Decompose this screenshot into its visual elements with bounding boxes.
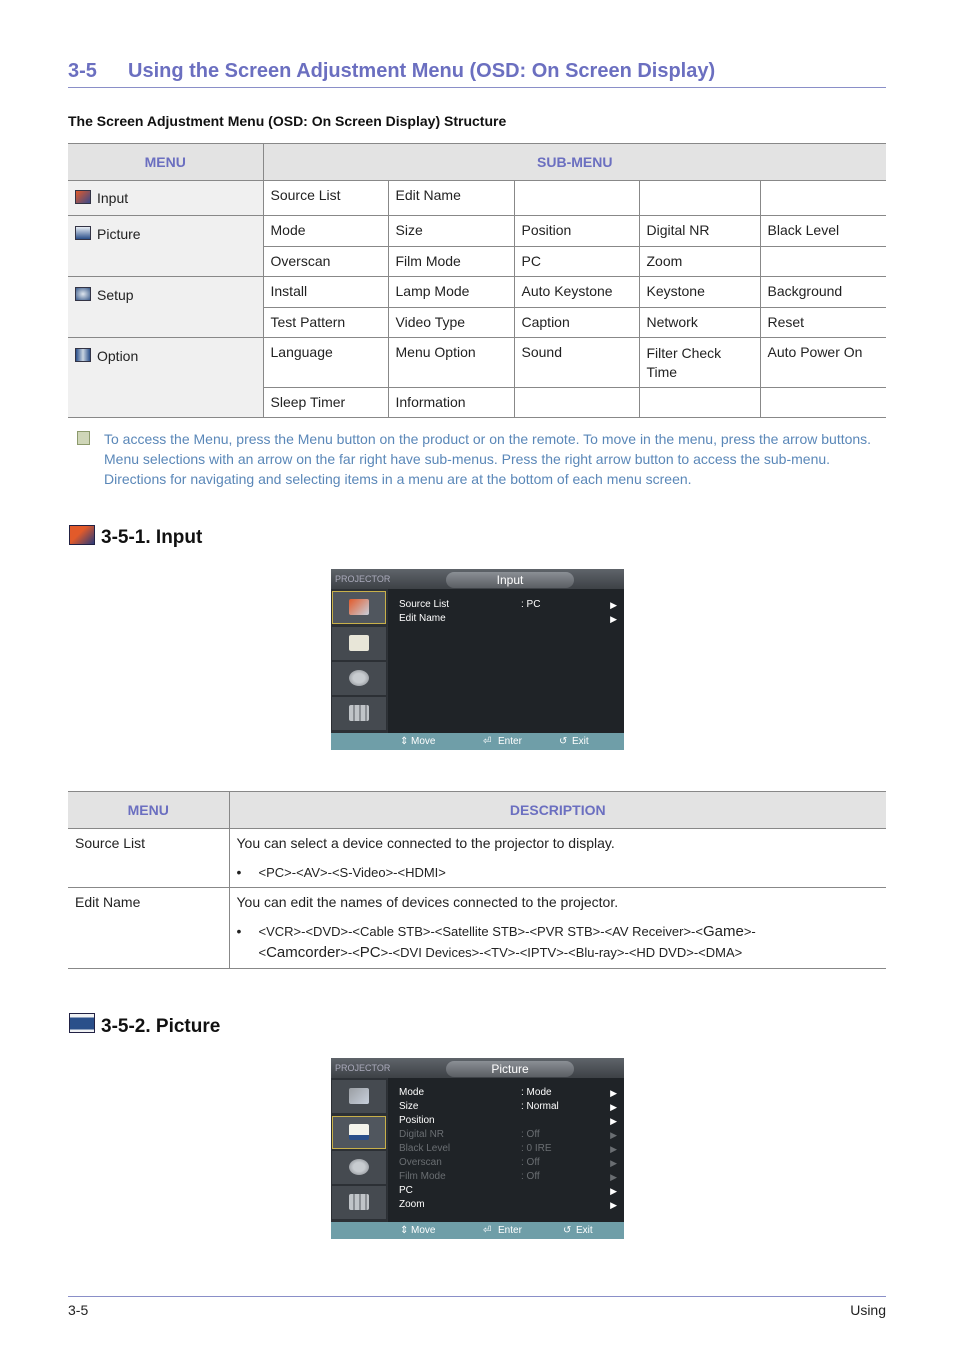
osd-row[interactable]: Position ▶	[399, 1115, 617, 1126]
arrow-right-icon: ▶	[610, 1200, 617, 1210]
osd-input-screenshot	[331, 569, 624, 750]
picture-icon	[349, 635, 369, 651]
footer-section-name: Using	[850, 1302, 886, 1318]
enter-icon: ⏎	[483, 736, 492, 747]
sub-cell: Install	[263, 277, 388, 308]
sub-cell: Zoom	[639, 247, 760, 277]
sub-cell: Source List	[263, 181, 388, 216]
setup-icon	[75, 287, 91, 301]
picture-icon	[349, 1124, 369, 1140]
osd-title: Picture	[446, 1061, 574, 1077]
osd-enter-label: Enter	[498, 736, 522, 747]
osd-menu-panel	[388, 1078, 624, 1222]
osd-row-disabled: Film Mode : Off ▶	[399, 1171, 617, 1182]
menu-cell-option: Option	[68, 338, 263, 418]
sub-cell: Video Type	[388, 308, 514, 338]
exit-icon: ↺	[563, 1225, 572, 1236]
osd-move-label: Move	[411, 1225, 436, 1236]
sub-cell	[639, 181, 760, 216]
osd-row[interactable]: Mode : Mode ▶	[399, 1087, 617, 1098]
sub-cell: Information	[388, 388, 514, 418]
arrow-right-icon: ▶	[610, 1130, 617, 1140]
sub-cell: Network	[639, 308, 760, 338]
input-description-table	[68, 791, 886, 969]
osd-footer	[331, 1222, 624, 1239]
osd-row[interactable]: PC ▶	[399, 1185, 617, 1196]
input-icon	[349, 599, 369, 615]
exit-icon: ↺	[559, 736, 568, 747]
gear-icon	[349, 1159, 369, 1175]
osd-exit-label: Exit	[572, 736, 589, 747]
osd-sidebar	[331, 1078, 387, 1222]
option-icon	[349, 1194, 369, 1210]
col-header-description: DESCRIPTION	[229, 792, 886, 829]
desc-text: You can select a device connected to the projector to display.	[236, 835, 615, 851]
sub-cell: Edit Name	[388, 181, 514, 216]
osd-exit-label: Exit	[576, 1225, 593, 1236]
col-header-menu: MENU	[68, 144, 263, 181]
sub-cell	[514, 388, 639, 418]
arrow-right-icon: ▶	[610, 1172, 617, 1182]
sub-cell	[639, 388, 760, 418]
move-icon: ⇕	[400, 1225, 409, 1236]
sub-cell: Filter Check Time	[639, 338, 760, 388]
sub-cell: Lamp Mode	[388, 277, 514, 308]
arrow-right-icon: ▶	[610, 1088, 617, 1098]
sub-cell: Test Pattern	[263, 308, 388, 338]
menu-cell-edit-name: Edit Name	[68, 888, 229, 969]
sub-cell: Sleep Timer	[263, 388, 388, 418]
sub-cell: Background	[760, 277, 886, 308]
sub-cell: Auto Power On	[760, 338, 886, 388]
col-header-submenu: SUB-MENU	[263, 144, 886, 181]
osd-tab-input[interactable]	[332, 1080, 386, 1113]
sub-cell	[760, 388, 886, 418]
osd-row[interactable]: Edit Name ▶	[399, 613, 617, 624]
input-icon	[349, 1088, 369, 1104]
sub-cell: Mode	[263, 216, 388, 247]
sub-cell: Caption	[514, 308, 639, 338]
sub-cell	[760, 181, 886, 216]
sub-cell: Keystone	[639, 277, 760, 308]
arrow-right-icon: ▶	[610, 1144, 617, 1154]
osd-tab-setup[interactable]	[332, 1151, 386, 1184]
osd-row-disabled: Black Level : 0 IRE ▶	[399, 1143, 617, 1154]
note-text: To access the Menu, press the Menu button on the product or on the remote. To move in the menu, press the arrow buttons. Menu selections with an arrow on the far right have sub-menus. Press the right arrow button to access the sub-menu. Directions for navigating and selecting items in a menu are at the bottom of each menu screen.	[104, 431, 872, 487]
sub-cell: Auto Keystone	[514, 277, 639, 308]
heading-number: 3-5	[68, 60, 97, 82]
osd-tab-option[interactable]	[332, 697, 386, 730]
osd-menu-panel	[388, 589, 624, 733]
move-icon: ⇕	[400, 736, 409, 747]
sub-cell: PC	[514, 247, 639, 277]
osd-row[interactable]: Size : Normal ▶	[399, 1101, 617, 1112]
sub-cell: Sound	[514, 338, 639, 388]
footer-divider	[68, 1296, 886, 1297]
input-section-icon	[69, 525, 95, 545]
osd-row-disabled: Digital NR : Off ▶	[399, 1129, 617, 1140]
osd-title: Input	[446, 572, 574, 588]
osd-row[interactable]: Zoom ▶	[399, 1199, 617, 1210]
sub-cell: Position	[514, 216, 639, 247]
arrow-right-icon: ▶	[610, 1158, 617, 1168]
osd-brand: PROJECTOR	[335, 574, 391, 584]
desc-cell	[229, 888, 886, 969]
section-title-picture: 3-5-2. Picture	[101, 1016, 221, 1037]
option-icon	[349, 705, 369, 721]
arrow-right-icon: ▶	[610, 1102, 617, 1112]
col-header-menu: MENU	[68, 792, 229, 829]
option-icon	[75, 348, 91, 362]
bullet-item: • <PC>-<AV>-<S-Video>-<HDMI>	[236, 864, 446, 880]
heading-title: Using the Screen Adjustment Menu (OSD: On Screen Display)	[128, 60, 716, 82]
osd-move-label: Move	[411, 736, 436, 747]
menu-cell-source-list: Source List	[68, 829, 229, 888]
arrow-right-icon: ▶	[610, 600, 617, 610]
osd-footer	[331, 733, 624, 750]
menu-cell-picture: Picture	[68, 216, 263, 277]
arrow-right-icon: ▶	[610, 1116, 617, 1126]
sub-cell: Digital NR	[639, 216, 760, 247]
gear-icon	[349, 670, 369, 686]
page-heading	[68, 60, 886, 88]
osd-row-disabled: Overscan : Off ▶	[399, 1157, 617, 1168]
note-icon	[77, 431, 90, 445]
picture-icon	[75, 226, 91, 240]
osd-tab-option[interactable]	[332, 1186, 386, 1219]
sub-cell: Menu Option	[388, 338, 514, 388]
bullet-item: • <VCR>-<DVD>-<Cable STB>-<Satellite STB>-<PVR STB>-<AV Receiver>-<Game>- <Camcorder>-<PC>-<DVI Devices>-<TV>-<IPTV>-<Blu-ray>-<HD DVD>-<DMA>	[236, 923, 756, 961]
osd-tab-setup[interactable]	[332, 662, 386, 695]
osd-tab-picture[interactable]	[332, 627, 386, 660]
sub-cell	[760, 247, 886, 277]
sub-cell: Film Mode	[388, 247, 514, 277]
osd-brand: PROJECTOR	[335, 1063, 391, 1073]
desc-cell	[229, 829, 886, 888]
osd-tab-input[interactable]	[332, 591, 386, 624]
structure-title: The Screen Adjustment Menu (OSD: On Screen Display) Structure	[68, 113, 507, 129]
sub-cell	[514, 181, 639, 216]
enter-icon: ⏎	[483, 1225, 492, 1236]
osd-row[interactable]: Source List : PC ▶	[399, 599, 617, 610]
menu-cell-setup: Setup	[68, 277, 263, 338]
arrow-right-icon: ▶	[610, 1186, 617, 1196]
sub-cell: Size	[388, 216, 514, 247]
structure-table	[68, 143, 886, 418]
footer-page-number: 3-5	[68, 1302, 89, 1318]
menu-cell-input: Input	[68, 181, 263, 216]
sub-cell: Black Level	[760, 216, 886, 247]
osd-picture-screenshot	[331, 1058, 624, 1239]
input-icon	[75, 190, 91, 204]
osd-enter-label: Enter	[498, 1225, 522, 1236]
desc-text: You can edit the names of devices connected to the projector.	[236, 894, 619, 910]
picture-section-icon	[69, 1013, 95, 1033]
sub-cell: Language	[263, 338, 388, 388]
sub-cell: Overscan	[263, 247, 388, 277]
osd-tab-picture[interactable]	[332, 1116, 386, 1149]
sub-cell: Reset	[760, 308, 886, 338]
osd-sidebar	[331, 589, 387, 733]
section-title-input: 3-5-1. Input	[101, 527, 203, 548]
arrow-right-icon: ▶	[610, 614, 617, 624]
